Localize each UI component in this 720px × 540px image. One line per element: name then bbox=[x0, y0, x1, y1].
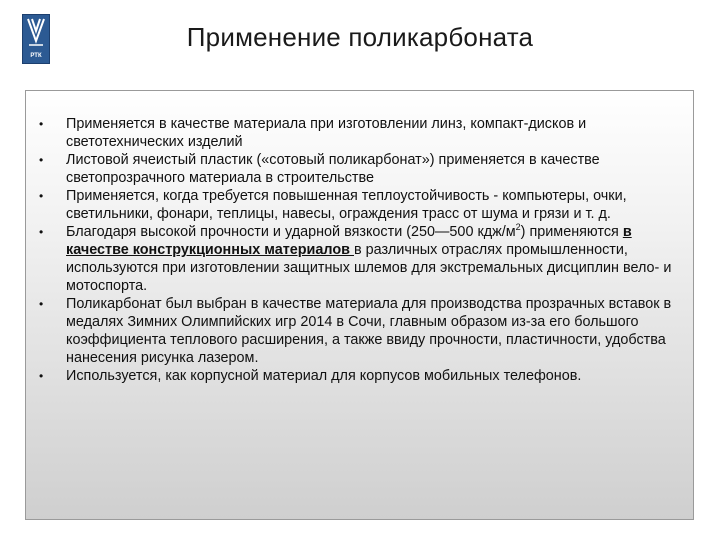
list-item bbox=[26, 295, 693, 367]
list-item-text-start: Благодаря высокой прочности и ударной вязкости (250—500 кдж/м bbox=[66, 224, 516, 240]
list-item bbox=[26, 367, 693, 385]
list-item-text: Применяется в качестве материала при изготовлении линз, компакт-дисков и светотехнических изделий bbox=[66, 116, 587, 150]
bullet-icon: • bbox=[39, 189, 44, 203]
bullet-icon: • bbox=[39, 369, 44, 383]
content-panel bbox=[25, 90, 694, 520]
superscript: 2 bbox=[515, 222, 521, 233]
bullet-icon: • bbox=[39, 297, 44, 311]
list-item-text: Листовой ячеистый пластик («сотовый поликарбонат») применяется в качестве светопрозрачного материала в строительстве bbox=[66, 152, 600, 186]
list-item-text-end: в различных отраслях промышленности, используются при изготовлении защитных шлемов для экстремальных дисциплин вело- и мотоспорта. bbox=[66, 242, 672, 294]
bullet-list bbox=[26, 115, 693, 385]
bullet-icon: • bbox=[39, 153, 44, 167]
list-item bbox=[26, 223, 693, 295]
list-item bbox=[26, 151, 693, 187]
logo-text: РТК bbox=[30, 53, 42, 59]
list-item bbox=[26, 115, 693, 151]
list-item bbox=[26, 187, 693, 223]
slide-title: Применение поликарбоната bbox=[186, 22, 534, 52]
list-item-text-mid: ) применяются bbox=[520, 224, 623, 240]
slide-header bbox=[0, 0, 720, 76]
list-item-text: Применяется, когда требуется повышенная теплоустойчивость - компьютеры, очки, светильники, фонари, теплицы, навесы, ограждения трасс от шума и грязи и т. д. bbox=[66, 188, 627, 222]
bullet-icon: • bbox=[39, 117, 44, 131]
list-item-text: Поликарбонат был выбран в качестве материала для производства прозрачных вставок в медалях Зимних Олимпийских игр 2014 в Сочи, главным образом из-за его большого коэффициента теплового расширения, а также ввиду прочности, пластичности, удобства нанесения рисунка лазером. bbox=[66, 296, 672, 366]
emphasized-phrase: в качестве конструкционных материалов bbox=[66, 224, 632, 258]
list-item-text: Используется, как корпусной материал для корпусов мобильных телефонов. bbox=[66, 368, 582, 384]
bullet-icon: • bbox=[39, 225, 44, 239]
